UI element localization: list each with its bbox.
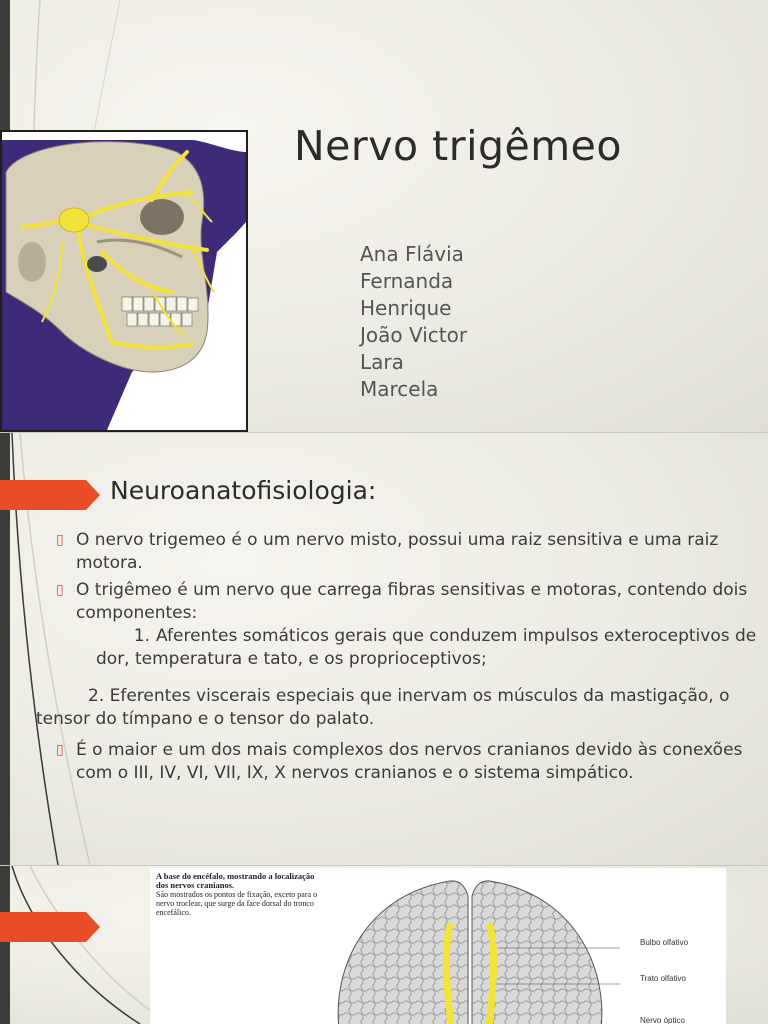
paragraph-text: 2. Eferentes viscerais especiais que inervam os músculos da mastigação, o tensor do tímpano e o tensor do palato. [36,686,730,729]
sub-item-number: 1. [133,626,150,646]
author-name: Fernanda [360,269,454,293]
caption-title: A base do encéfalo, mostrando a localização dos nervos cranianos. [156,871,315,890]
bullet-item [56,529,768,575]
sub-item [76,625,768,671]
content-slide [0,433,768,865]
slide-title: Nervo trigêmeo [294,122,622,170]
author-list [360,241,467,403]
bullet-item [56,579,768,671]
label-bulbo-olfativo: Bulbo olfativo [640,938,689,947]
title-slide [0,0,768,432]
author-name: Henrique [360,296,452,320]
bullet-marker-icon: ▯ [56,532,64,548]
brain-slide [0,866,768,1024]
author-name: Ana Flávia [360,242,464,266]
figure-caption [156,872,326,917]
slide-left-bar [0,866,10,1024]
bullet-text: O trigêmeo é um nervo que carrega fibras sensitivas e motoras, contendo dois componentes: [76,580,748,623]
section-arrow-marker [0,480,100,510]
brain-base-illustration [150,868,726,1024]
bullet-marker-icon: ▯ [56,742,64,758]
caption-body: São mostrados os pontos de fixação, exceto para o nervo troclear, que surge da face dorsal do tronco encefálico. [156,890,318,917]
bullet-list [36,529,768,789]
label-trato-olfativo: Trato olfativo [640,974,686,983]
trigeminal-face-illustration [0,130,248,432]
bullet-text: É o maior e um dos mais complexos dos nervos cranianos devido às conexões com o III, IV, VI, VII, IX, X nervos cranianos e o sistema simpático. [76,740,743,783]
label-nervo-optico: Nervo óptico [640,1016,685,1024]
section-arrow-marker [0,912,100,942]
author-name: Marcela [360,377,439,401]
bullet-item [56,739,768,785]
bullet-marker-icon: ▯ [56,582,64,598]
bullet-text: O nervo trigemeo é o um nervo misto, possui uma raiz sensitiva e uma raiz motora. [76,530,719,573]
sub-item-text: Aferentes somáticos gerais que conduzem impulsos exteroceptivos de dor, temperatura e tato, e os proprioceptivos; [96,626,757,669]
author-name: João Victor [360,323,468,347]
author-name: Lara [360,350,404,374]
brain-drawing [320,876,620,1024]
section-heading: Neuroanatofisiologia: [110,476,377,505]
